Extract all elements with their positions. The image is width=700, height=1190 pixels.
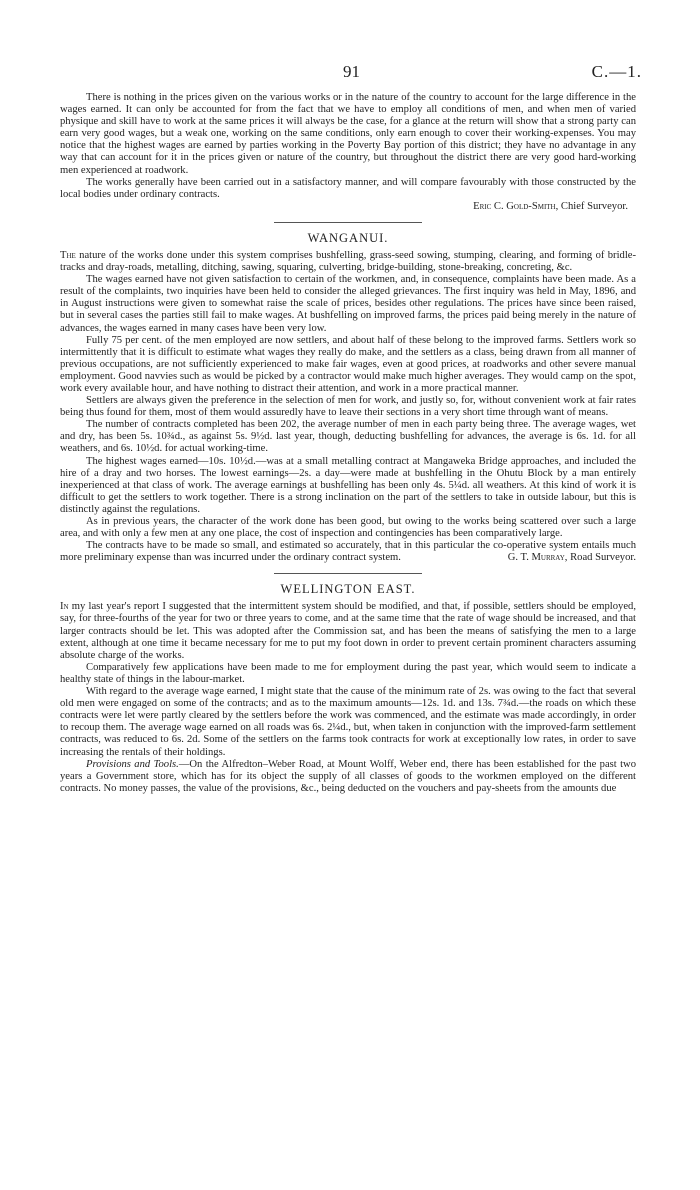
- paragraph: The wages earned have not given satisfaction to certain of the workmen, and, in consequence, complaints have been made. As a result of the complaints, two inquiries have been held to consider the alleged grievances. The first inquiry was held in May, 1896, and in August instructions were given to somewhat raise the scale of prices, besides other regulations. The prices have since been raised, but in several cases the parties still fail to make wages. At bushfelling on improved farms, the prices paid being merely in the nature of advances, the wages earned in many cases have been very low.: [60, 274, 636, 334]
- paragraph: [60, 250, 636, 274]
- paragraph: Settlers are always given the preference in the selection of men for work, and justly so, for, without convenient work at fair rates being thus found for them, most of them would assuredly have to leave their sections in a very short time through want of means.: [60, 395, 636, 419]
- signature-title: , Chief Surveyor.: [555, 200, 628, 212]
- section-wellington-east: [60, 582, 636, 795]
- document-reference: C.—1.: [591, 62, 642, 81]
- paragraph: [60, 759, 636, 795]
- section-heading: WELLINGTON EAST.: [280, 582, 416, 597]
- signature: [482, 552, 636, 564]
- paragraph: With regard to the average wage earned, I might state that the cause of the minimum rate of 2s. was owing to the fact that several old men were engaged on some of the contracts; and as to the maximum amounts—12s. 1d. and 13s. 7¾d.—the roads on which these contracts were let were partly cleared by the settlers before the work was commenced, and the estimate was made accordingly, in order to recoup them. The average wage earned on all roads was 6s. 2¼d., but, when taken in conjunction with the improved-farm settlement contracts, was reduced to 6s. 2d. Some of the settlers on the farms took contracts for work at exceptionally low rates, in order to save increasing the rentals of their holdings.: [60, 686, 636, 758]
- lead-word: In: [60, 601, 69, 613]
- section-heading: WANGANUI.: [307, 230, 389, 245]
- section-divider: [274, 573, 422, 574]
- section-divider: [274, 222, 422, 223]
- signature: [60, 201, 636, 213]
- paragraph: [60, 601, 636, 661]
- paragraph: Fully 75 per cent. of the men employed are now settlers, and about half of these belong to the improved farms. Settlers work so intermittently that it is difficult to estimate what wages they really do make, and the settlers as a class, being drawn from all manner of previous occupations, are not sufficiently experienced to make fair wages, even at good prices, at roadworks and other severe manual employment. Good navvies such as would be picked by a contractor would make much higher averages. They would camp on the spot, work every available hour, and have nothing to distract their attention, and work in a more practical manner.: [60, 334, 636, 394]
- paragraph: Comparatively few applications have been made to me for employment during the past year, which would seem to indicate a healthy state of things in the labour-market.: [60, 661, 636, 685]
- subheading-provisions: Provisions and Tools.: [86, 758, 179, 770]
- paragraph: The works generally have been carried out in a satisfactory manner, and will compare favourably with those constructed by the local bodies under ordinary contracts.: [60, 176, 636, 200]
- paragraph-text: —On the Alfredton–Weber Road, at Mount Wolff, Weber end, there has been established for the past two years a Government store, which has for its object the supply of all classes of goods to the workmen employed on the different contracts. No money passes, the value of the provisions, &c., being deducted on the vouchers and pay-sheets from the amounts due: [60, 758, 637, 794]
- page-header: [60, 62, 642, 92]
- signature-title: , Road Surveyor.: [564, 552, 636, 564]
- page-number: 91: [343, 62, 360, 81]
- paragraph: As in previous years, the character of the work done has been good, but owing to the works being scattered over such a large area, and with only a few men at any one place, the cost of inspection and contingencies has been comparatively large.: [60, 516, 636, 540]
- signature-name: Eric C. Gold-Smith: [473, 200, 556, 212]
- lead-word: The: [60, 249, 76, 261]
- paragraph-text: nature of the works done under this system comprises bushfelling, grass-seed sowing, stumping, clearing, and forming of bridle-tracks and dray-roads, metalling, ditching, sawing, squaring, culverting, bridge-building, stone-breaking, concreting, &c.: [60, 249, 636, 274]
- paragraph-text: The contracts have to be made so small, and estimated so accurately, that in this particular the co-operative system entails much more preliminary expense than was incurred under the ordinary contract system.: [60, 540, 636, 564]
- paragraph: There is nothing in the prices given on the various works or in the nature of the country to account for the large difference in the wages earned. It can only be accounted for from the fact that we have to employ all conditions of men, and when men of varied physique and skill have to work at the same prices it will always be the case, for a glance at the return will show that a strong party can earn very good wages, but a weak one, working on the same conditions, only earn enough to cover their working-expenses. You may notice that the highest wages are earned by parties working in the Poverty Bay portion of this district; they have no advantage in any way that can account for it in the prices given or nature of the country, but throughout the district there are very good hard-working men experienced at roadwork.: [60, 92, 636, 176]
- section-continuation: [60, 92, 636, 213]
- section-wanganui: [60, 231, 636, 564]
- paragraph: The number of contracts completed has been 202, the average number of men in each party being three. The average wages, wet and dry, has been 5s. 10¾d., as against 5s. 9½d. last year, though, deducting bushfelling for advances, the average is 6s. 1d. for all weathers, and 6s. 10½d. for actual working-time.: [60, 419, 636, 455]
- paragraph: The highest wages earned—10s. 10½d.—was at a small metalling contract at Mangaweka Bridge approaches, and included the hire of a dray and two horses. The lowest earnings—2s. a day—were made at bushfelling in the Ohutu Block by a man entirely inexperienced at that class of work. The average earnings at bushfelling has been only 4s. 5¼d. all weathers. At this kind of work it is difficult to get the settlers to work together. There is a strong inclination on the part of the settlers to take in outside labour, but this is distinctly against the regulations.: [60, 455, 636, 515]
- paragraph-text: my last year's report I suggested that the intermittent system should be modified, and that, if possible, settlers should be employed, say, for three-fourths of the year for two or three years to come, and at the same time that the rate of wage should be increased, and that larger contracts should be let. This was adopted after the Commission sat, and has been the means of satisfying the men to a large extent, although at one time it became necessary for me to put my foot down in order to prevent certain prominent characters assuming absolute charge of the works.: [60, 601, 636, 661]
- signature-name: G. T. Murray: [507, 552, 565, 564]
- paragraph: [60, 540, 636, 564]
- document-page: [60, 62, 642, 795]
